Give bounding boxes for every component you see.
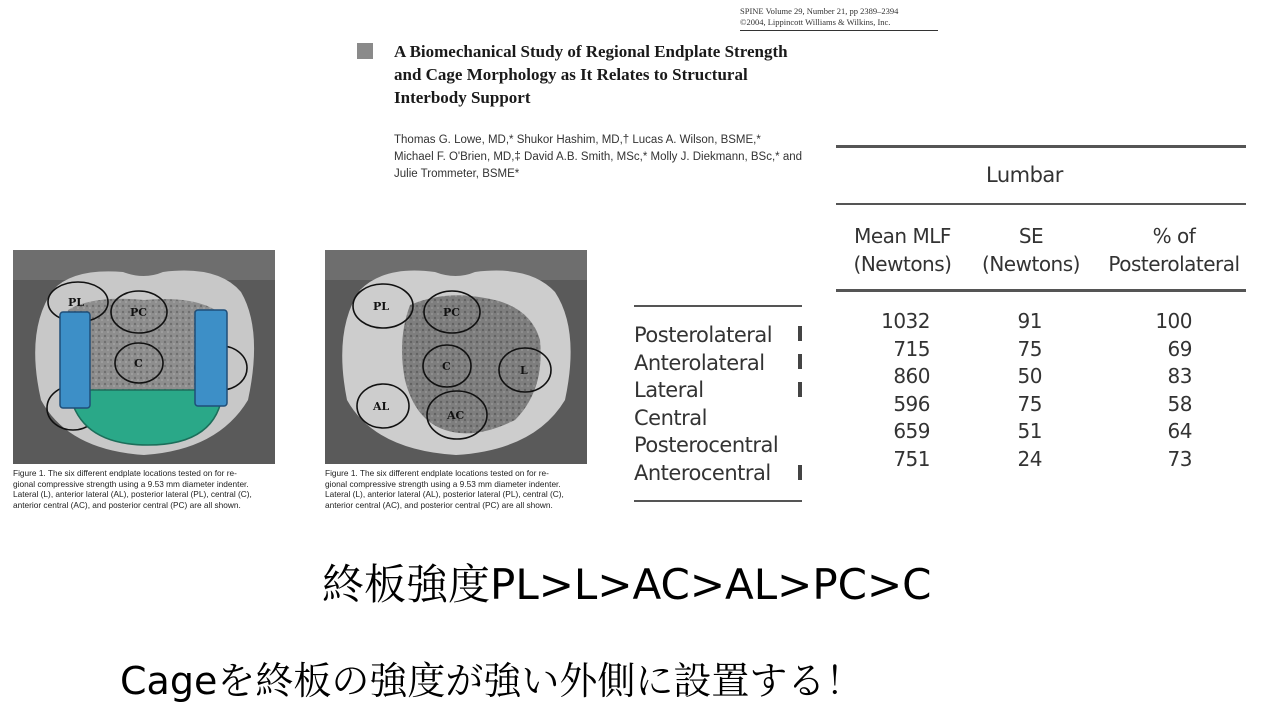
mean-cell: 751 (893, 446, 930, 471)
journal-divider (740, 30, 938, 31)
pct-cell: 73 (1167, 446, 1192, 471)
row-label: Lateral (634, 378, 704, 403)
paper-title-line3: Interbody Support (394, 88, 531, 107)
paper-authors (394, 132, 834, 183)
caption-line: anterior central (AC), and posterior central (PC) are all shown. (13, 499, 241, 510)
endplate-photo (325, 250, 587, 464)
caption-line: anterior central (AC), and posterior central (PC) are all shown. (325, 499, 553, 510)
label-l: L (520, 364, 528, 377)
row-label: Posterolateral (634, 323, 773, 347)
mean-column (870, 308, 930, 474)
row-labels (634, 322, 778, 488)
endplate-strength-order: 終板強度PL>L>AC>AL>PC>C (322, 560, 932, 609)
col-header-mean-line1: Mean MLF (854, 224, 951, 248)
label-pc: PC (130, 306, 148, 319)
col-header-se-line1: SE (1018, 224, 1044, 248)
row-label: Posterocentral (634, 433, 779, 458)
cut-column-fragment (798, 354, 802, 369)
journal-citation (740, 6, 940, 28)
se-cell: 51 (1017, 419, 1042, 444)
se-column (1000, 308, 1042, 474)
authors-line1: Thomas G. Lowe, MD,* Shukor Hashim, MD,† Lucas A. Wilson, BSME,* (394, 134, 761, 146)
table-header-rule (836, 289, 1246, 292)
pct-cell: 58 (1167, 391, 1192, 416)
pct-cell: 83 (1167, 364, 1192, 389)
se-cell: 50 (1017, 364, 1042, 389)
mean-cell: 715 (893, 336, 930, 361)
paper-title-line1: A Biomechanical Study of Regional Endplate Strength (394, 42, 788, 61)
cut-column-fragment (798, 382, 802, 397)
label-bottom-rule (634, 500, 802, 502)
row-label: Central (634, 405, 707, 430)
cage-blue-left (60, 312, 90, 408)
se-cell: 75 (1017, 336, 1042, 361)
se-cell: 24 (1017, 446, 1042, 471)
row-label: Anterocentral (634, 460, 771, 485)
col-header-pct-line2: Posterolateral (1108, 252, 1240, 276)
cut-column-fragment (798, 326, 802, 341)
journal-citation-line1: SPINE Volume 29, Number 21, pp 2389–2394 (740, 6, 899, 16)
mean-cell: 659 (893, 419, 930, 444)
se-cell: 91 (1017, 309, 1042, 333)
se-cell: 75 (1017, 391, 1042, 416)
figure-right-caption (325, 468, 597, 510)
table-group-rule (836, 203, 1246, 205)
paper-title-line2: and Cage Morphology as It Relates to Structural (394, 65, 748, 84)
paper-title (394, 40, 844, 109)
caption-line: Lateral (L), anterior lateral (AL), posterior lateral (PL), central (C), (13, 489, 252, 499)
label-pl: PL (68, 296, 85, 309)
endplate-photo-right-svg (325, 250, 587, 464)
mean-cell: 596 (893, 391, 930, 416)
mean-cell: 1032 (881, 309, 930, 333)
pct-cell: 64 (1167, 419, 1192, 444)
col-header-se-line2: (Newtons) (982, 252, 1080, 276)
label-c: C (134, 357, 143, 370)
cage-blue-right (195, 310, 227, 406)
caption-line: gional compressive strength using a 9.53 mm diameter indenter. (13, 478, 249, 489)
table-top-rule (836, 145, 1246, 148)
label-ac: AC (447, 409, 465, 422)
pct-cell: 69 (1167, 336, 1192, 361)
label-c: C (442, 360, 451, 373)
cut-column-fragment (798, 465, 802, 480)
label-al: AL (373, 400, 390, 413)
col-header-mean (845, 222, 960, 278)
caption-line: Figure 1. The six different endplate locations tested on for re- (325, 468, 549, 478)
row-label: Anterolateral (634, 350, 765, 375)
mean-cell: 860 (893, 364, 930, 389)
col-header-pct-line1: % of (1152, 224, 1196, 248)
endplate-photo-left-svg (13, 250, 275, 464)
table-group-header: Lumbar (986, 163, 1063, 187)
caption-line: Lateral (L), anterior lateral (AL), posterior lateral (PL), central (C), (325, 489, 564, 499)
authors-line3: Julie Trommeter, BSME* (394, 168, 520, 180)
caption-line: gional compressive strength using a 9.53 mm diameter indenter. (325, 478, 561, 489)
figure-left-caption (13, 468, 285, 510)
title-marker-icon (357, 43, 373, 59)
label-top-rule (634, 305, 802, 307)
authors-line2: Michael F. O'Brien, MD,‡ David A.B. Smith, MSc,* Molly J. Diekmann, BSc,* and (394, 151, 803, 163)
journal-citation-line2: ©2004, Lippincott Williams & Wilkins, Inc. (740, 17, 891, 27)
cage-placement-note: Cageを終板の強度が強い外側に設置する！ (120, 659, 864, 703)
label-pl: PL (373, 300, 390, 313)
col-header-se (975, 222, 1087, 278)
label-pc: PC (443, 306, 461, 319)
pct-cell: 100 (1155, 309, 1192, 333)
col-header-mean-line2: (Newtons) (853, 252, 952, 276)
endplate-photo-with-cage (13, 250, 275, 464)
pct-column (1140, 308, 1192, 474)
caption-line: Figure 1. The six different endplate locations tested on for re- (13, 468, 237, 478)
col-header-pct (1102, 222, 1246, 278)
